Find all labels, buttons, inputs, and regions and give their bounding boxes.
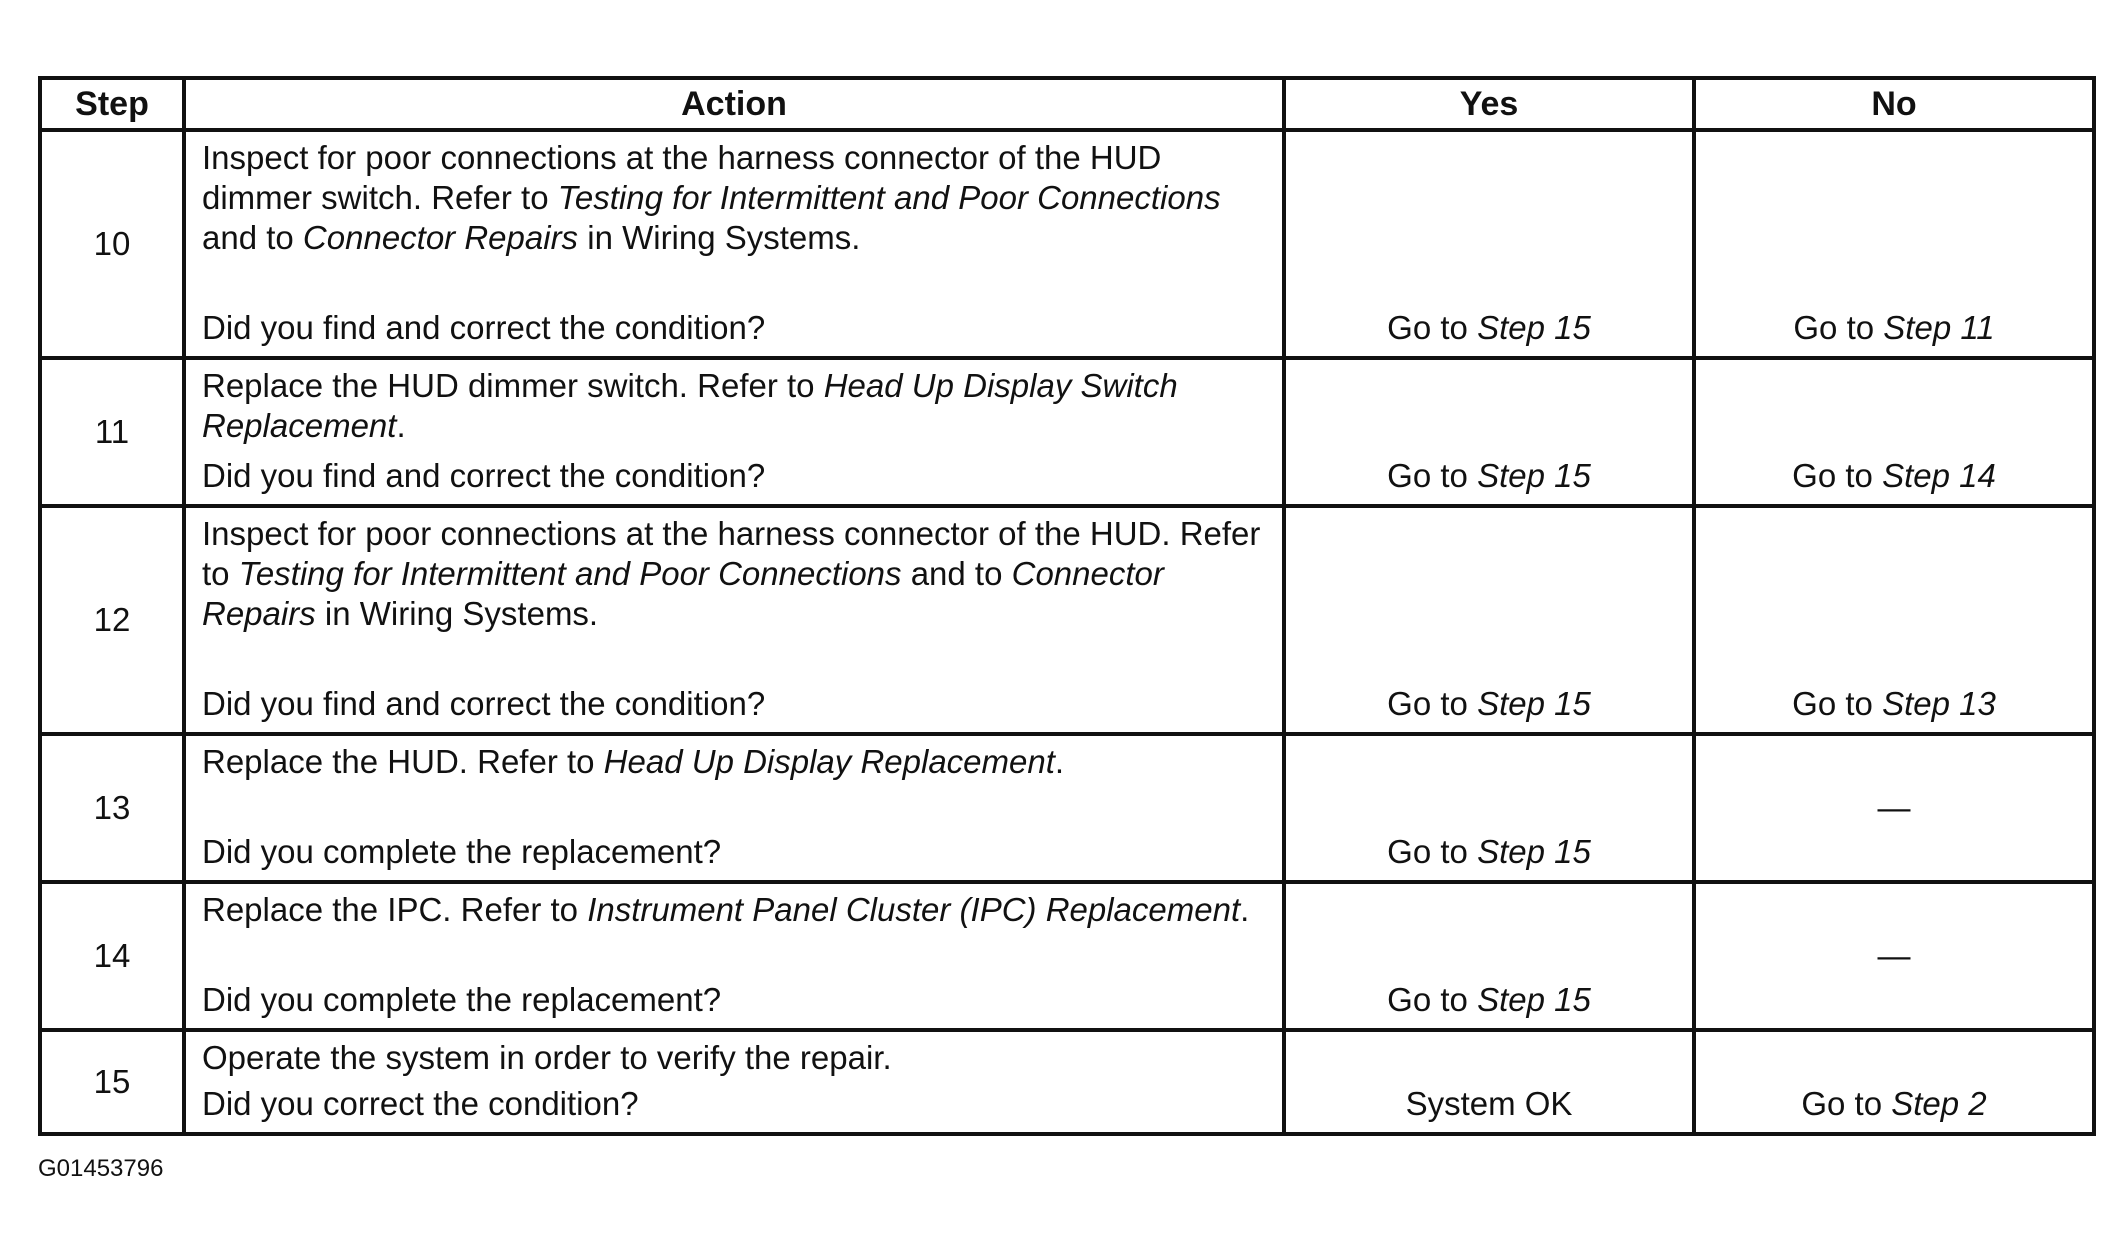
action-text: in Wiring Systems. [578, 219, 861, 256]
action-cell [184, 882, 1284, 1030]
action-text: Replace the HUD. Refer to [202, 743, 604, 780]
action-question: Did you correct the condition? [202, 1085, 639, 1122]
action-reference: Testing for Intermittent and Poor Connections [238, 555, 902, 592]
action-cell [184, 734, 1284, 882]
goto-prefix: Go to [1387, 457, 1478, 494]
action-instruction [202, 514, 1268, 634]
table-row [40, 882, 2094, 1030]
yes-result [1284, 506, 1694, 734]
header-action: Action [184, 78, 1284, 130]
goto-prefix: Go to [1387, 309, 1478, 346]
action-text: and to [901, 555, 1012, 592]
yes-result: System OK [1284, 1030, 1694, 1134]
action-reference: Head Up Display Switch Replacement [202, 367, 1178, 444]
step-number: 10 [40, 130, 184, 358]
action-question: Did you complete the replacement? [202, 833, 722, 870]
yes-result [1284, 882, 1694, 1030]
action-text: and to [202, 219, 303, 256]
action-question: Did you complete the replacement? [202, 981, 722, 1018]
goto-step-reference: Step 11 [1883, 309, 1995, 346]
table-row [40, 1030, 2094, 1134]
action-cell [184, 1030, 1284, 1134]
yes-result [1284, 358, 1694, 506]
step-number: 13 [40, 734, 184, 882]
goto-step-reference: Step 15 [1477, 685, 1591, 722]
action-cell [184, 506, 1284, 734]
action-text: Replace the HUD dimmer switch. Refer to [202, 367, 824, 404]
header-no: No [1694, 78, 2094, 130]
action-text: . [1240, 891, 1250, 928]
step-number: 12 [40, 506, 184, 734]
goto-step-reference: Step 14 [1882, 457, 1996, 494]
action-question: Did you find and correct the condition? [202, 457, 766, 494]
action-instruction [202, 138, 1268, 258]
goto-prefix: Go to [1792, 457, 1883, 494]
no-result [1694, 130, 2094, 358]
header-row [40, 78, 2094, 130]
goto-step-reference: Step 15 [1477, 457, 1591, 494]
action-text: Replace the IPC. Refer to [202, 891, 588, 928]
no-result [1694, 506, 2094, 734]
goto-step-reference: Step 15 [1477, 981, 1591, 1018]
goto-step-reference: Step 2 [1891, 1085, 1987, 1122]
table-row [40, 358, 2094, 506]
yes-result [1284, 130, 1694, 358]
header-step: Step [40, 78, 184, 130]
figure-id-label: G01453796 [38, 1155, 164, 1182]
action-text: in Wiring Systems. [315, 595, 599, 632]
action-instruction [202, 742, 1268, 782]
goto-step-reference: Step 15 [1477, 833, 1591, 870]
goto-prefix: Go to [1387, 685, 1478, 722]
no-result [1694, 358, 2094, 506]
table-row [40, 734, 2094, 882]
header-yes: Yes [1284, 78, 1694, 130]
action-reference: Instrument Panel Cluster (IPC) Replacement [587, 891, 1241, 928]
action-instruction [202, 890, 1268, 930]
action-instruction [202, 1038, 1268, 1078]
action-text: Inspect for poor connections at the harness connector of the HUD dimmer switch. Refer to [202, 139, 1162, 216]
diagnostic-table-container [38, 76, 2092, 1136]
goto-prefix: Go to [1801, 1085, 1892, 1122]
goto-prefix: Go to [1792, 685, 1883, 722]
no-result-dash: — [1694, 734, 2094, 882]
diagnostic-steps-table [38, 76, 2096, 1136]
action-text: . [396, 407, 406, 444]
goto-prefix: Go to [1793, 309, 1884, 346]
action-question: Did you find and correct the condition? [202, 309, 766, 346]
yes-result [1284, 734, 1694, 882]
step-number: 11 [40, 358, 184, 506]
action-question: Did you find and correct the condition? [202, 685, 766, 722]
action-cell [184, 358, 1284, 506]
goto-prefix: Go to [1387, 833, 1478, 870]
goto-step-reference: Step 13 [1882, 685, 1996, 722]
action-instruction [202, 366, 1268, 446]
table-row [40, 506, 2094, 734]
table-body [40, 130, 2094, 1134]
no-result [1694, 1030, 2094, 1134]
action-text: . [1054, 743, 1065, 780]
action-text: Operate the system in order to verify the repair. [202, 1039, 892, 1076]
goto-prefix: Go to [1387, 981, 1478, 1018]
action-cell [184, 130, 1284, 358]
action-reference: Head Up Display Replacement [603, 743, 1055, 780]
goto-step-reference: Step 15 [1477, 309, 1591, 346]
no-result-dash: — [1694, 882, 2094, 1030]
action-text: Inspect for poor connections at the harness connector of the HUD. Refer to [202, 515, 1261, 592]
step-number: 14 [40, 882, 184, 1030]
action-reference: Connector Repairs [302, 219, 579, 256]
table-row [40, 130, 2094, 358]
step-number: 15 [40, 1030, 184, 1134]
action-reference: Connector Repairs [202, 555, 1164, 632]
action-reference: Testing for Intermittent and Poor Connections [557, 179, 1221, 216]
